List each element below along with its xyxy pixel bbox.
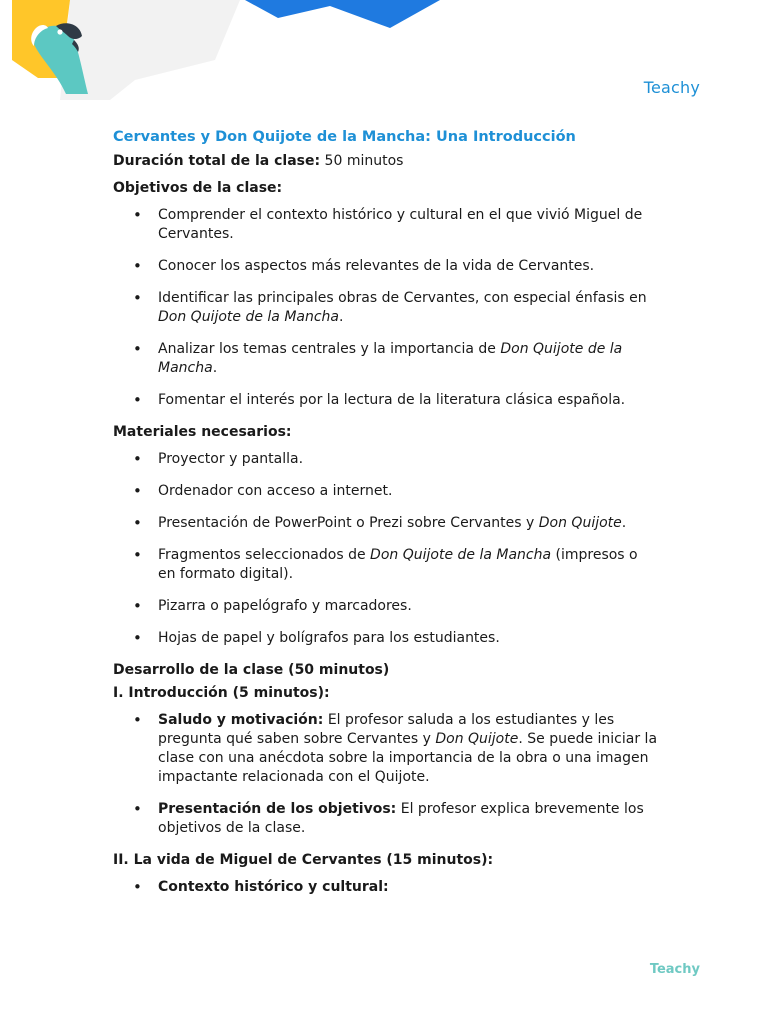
item-text: Fomentar el interés por la lectura de la literatura clásica española.	[158, 392, 626, 408]
list-item	[113, 800, 658, 838]
item-italic: Don Quijote de la Mancha	[370, 547, 552, 563]
intro-heading: I. Introducción (5 minutos):	[113, 685, 330, 701]
item-text: . Se puede iniciar la clase con una anécdota sobre la importancia de la obra o una imagen impactante relacionada con el Quijote.	[158, 731, 658, 785]
development-heading: Desarrollo de la clase (50 minutos)	[113, 662, 390, 678]
item-text: Comprender el contexto histórico y cultural en el que vivió Miguel de Cervantes.	[158, 207, 643, 242]
list-item	[113, 711, 658, 787]
list-item	[113, 482, 658, 501]
item-text: Conocer los aspectos más relevantes de la vida de Cervantes.	[158, 258, 595, 274]
item-bold: Contexto histórico y cultural:	[158, 879, 389, 895]
duration-line	[113, 152, 658, 171]
item-text: .	[339, 309, 344, 325]
duration-label: Duración total de la clase:	[113, 153, 321, 169]
item-text: .	[621, 515, 627, 531]
item-text: (impresos o en formato digital).	[158, 547, 638, 582]
item-italic: Don Quijote	[538, 515, 622, 531]
list-item	[113, 257, 658, 276]
objectives-heading: Objetivos de la clase:	[113, 180, 283, 196]
document-body	[113, 128, 658, 910]
duration-value: 50 minutos	[320, 153, 404, 169]
item-italic: Don Quijote	[435, 731, 519, 747]
list-item	[113, 878, 658, 897]
item-text: Pizarra o papelógrafo y marcadores.	[158, 598, 412, 614]
list-item	[113, 391, 658, 410]
materials-heading: Materiales necesarios:	[113, 424, 292, 440]
item-text: Proyector y pantalla.	[158, 451, 304, 467]
item-text: .	[212, 360, 218, 376]
item-text: Analizar los temas centrales y la importancia de	[158, 341, 501, 357]
item-italic: Don Quijote de la Mancha	[158, 341, 623, 376]
list-item	[113, 289, 658, 327]
list-item	[113, 450, 658, 469]
brand-footer: Teachy	[649, 962, 700, 977]
list-item	[113, 597, 658, 616]
item-text: Presentación de PowerPoint o Prezi sobre Cervantes y	[158, 515, 539, 531]
blue-shape	[245, 0, 440, 28]
item-text: El profesor saluda a los estudiantes y les pregunta qué saben sobre Cervantes y	[158, 712, 615, 747]
item-bold: Saludo y motivación:	[158, 712, 324, 728]
list-item	[113, 629, 658, 648]
document-title: Cervantes y Don Quijote de la Mancha: Una Introducción	[113, 129, 576, 145]
item-text: El profesor explica brevemente los objetivos de la clase.	[158, 801, 644, 836]
objectives-list	[113, 206, 658, 410]
item-italic: Don Quijote de la Mancha	[158, 309, 340, 325]
item-text: Identificar las principales obras de Cervantes, con especial énfasis en	[158, 290, 647, 306]
life-list	[113, 878, 658, 897]
life-heading: II. La vida de Miguel de Cervantes (15 minutos):	[113, 852, 494, 868]
gray-shape	[60, 0, 240, 100]
list-item	[113, 514, 658, 533]
materials-list	[113, 450, 658, 648]
item-text: Ordenador con acceso a internet.	[158, 483, 393, 499]
item-bold: Presentación de los objetivos:	[158, 801, 397, 817]
item-text: Hojas de papel y bolígrafos para los estudiantes.	[158, 630, 500, 646]
list-item	[113, 206, 658, 244]
brand-header: Teachy	[643, 78, 700, 97]
list-item	[113, 546, 658, 584]
list-item	[113, 340, 658, 378]
intro-list	[113, 711, 658, 838]
item-text: Fragmentos seleccionados de	[158, 547, 371, 563]
